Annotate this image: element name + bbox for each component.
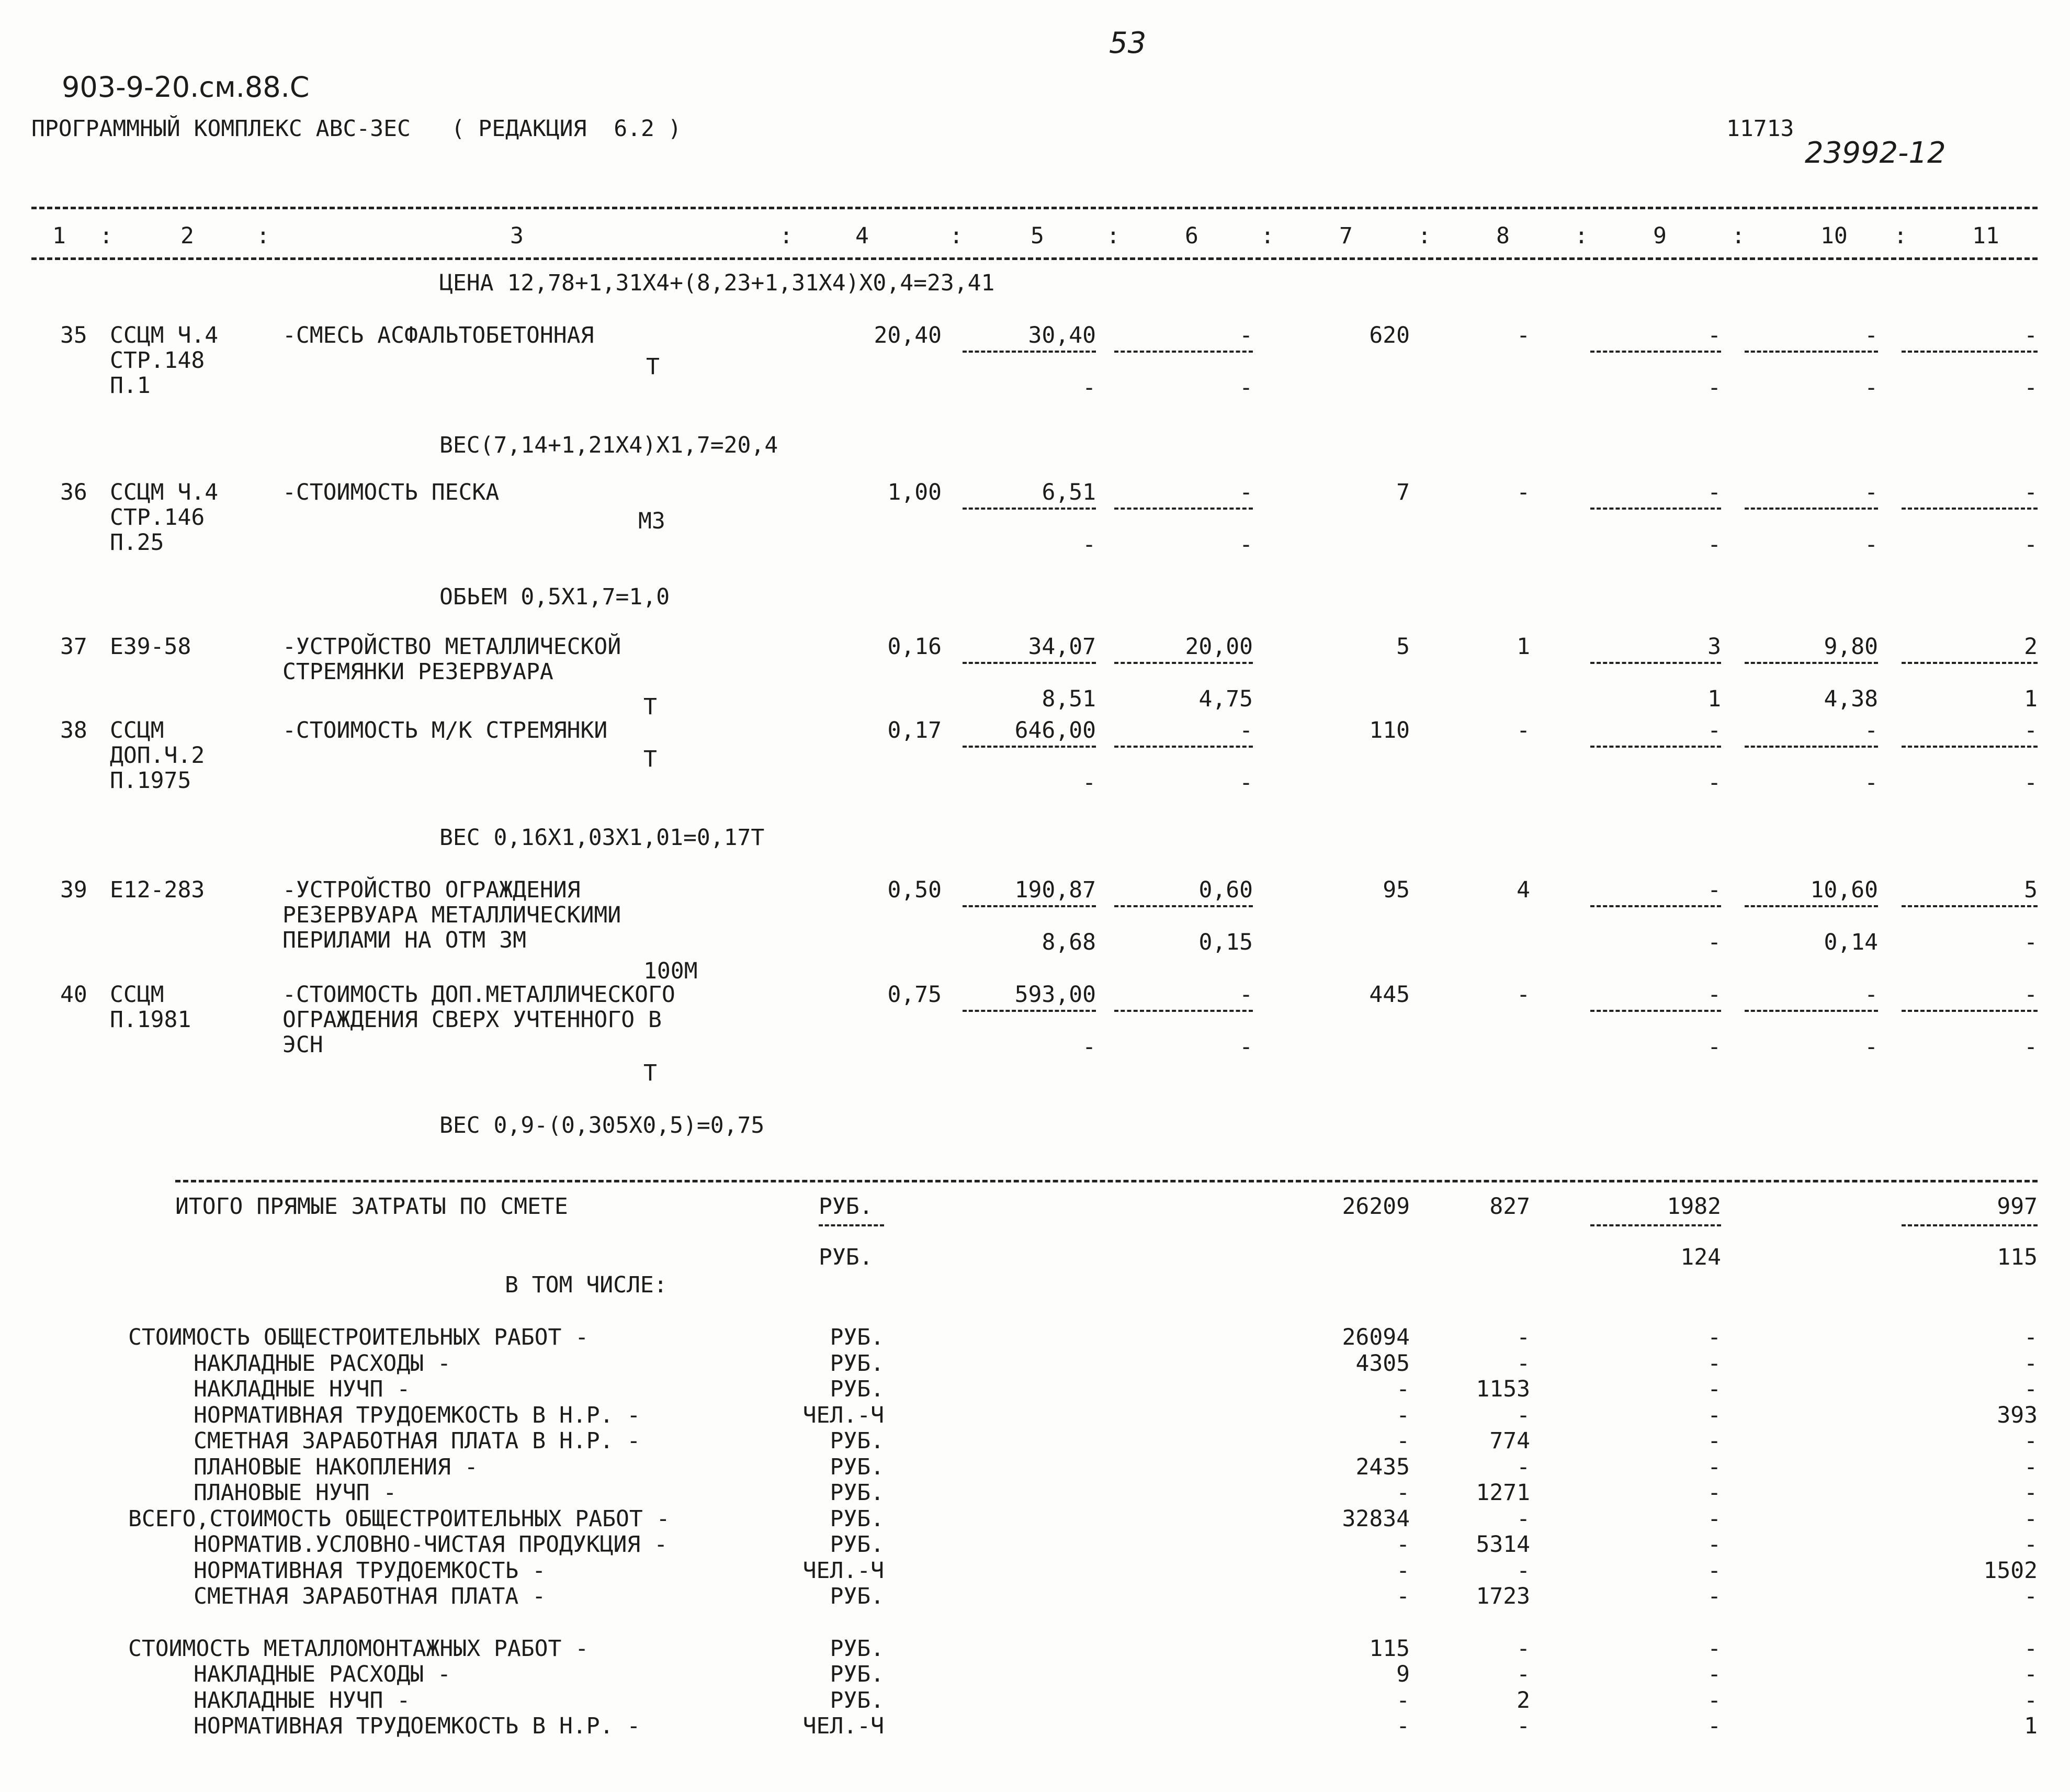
calculation-note: ВЕС 0,16Х1,03Х1,01=0,17Т xyxy=(439,825,765,851)
summary-col-9: - xyxy=(1707,1687,1721,1714)
summary-unit: ЧЕЛ.-Ч xyxy=(802,1402,884,1428)
cell-col-11: 2 xyxy=(2024,634,2038,660)
summary-col-11: - xyxy=(2024,1635,2038,1662)
cell-col-9-lower: - xyxy=(1707,770,1721,796)
summary-col-7: - xyxy=(1396,1531,1410,1558)
cell-col-9: - xyxy=(1707,717,1721,743)
summary-label: ПЛАНОВЫЕ НУЧП - xyxy=(194,1480,397,1506)
row-code: Е12-283 xyxy=(110,877,205,903)
row-description: -СТОИМОСТЬ ПЕСКА xyxy=(282,479,500,505)
cell-col-6-lower: 0,15 xyxy=(1198,929,1253,955)
cell-rule xyxy=(1745,746,1878,748)
cell-col-6: 20,00 xyxy=(1185,634,1253,660)
row-number: 39 xyxy=(60,877,87,903)
summary-col-9: - xyxy=(1707,1583,1721,1609)
summary-col-8: - xyxy=(1517,1557,1530,1584)
summary-unit: РУБ. xyxy=(830,1687,884,1714)
row-number: 40 xyxy=(60,982,87,1008)
summary-col-11: - xyxy=(2024,1687,2038,1714)
summary-label: НОРМАТИВНАЯ ТРУДОЕМКОСТЬ - xyxy=(194,1557,546,1584)
cell-rule xyxy=(1902,351,2038,353)
summary-col-9: - xyxy=(1707,1635,1721,1662)
cell-col-10-lower: 4,38 xyxy=(1824,686,1878,712)
column-separator: : xyxy=(779,223,793,249)
summary-unit: РУБ. xyxy=(830,1531,884,1558)
page-number: 53 xyxy=(1109,26,1147,60)
summary-unit: РУБ. xyxy=(830,1661,884,1687)
cell-rule xyxy=(1590,351,1721,353)
cell-col-6: - xyxy=(1239,717,1253,743)
summary-col-11: - xyxy=(2024,1480,2038,1506)
cell-col-10: - xyxy=(1864,982,1878,1008)
summary-col-7: - xyxy=(1396,1557,1410,1584)
row-code: П.1975 xyxy=(110,768,191,794)
row-description: ОГРАЖДЕНИЯ СВЕРХ УЧТЕННОГО В xyxy=(282,1007,662,1033)
cell-col-6: - xyxy=(1239,479,1253,505)
including-label: В ТОМ ЧИСЛЕ: xyxy=(505,1272,668,1298)
summary-col-7: - xyxy=(1396,1480,1410,1506)
summary-col-7: 32834 xyxy=(1342,1505,1410,1532)
summary-col-11: 1502 xyxy=(1983,1557,2038,1584)
row-code: П.1 xyxy=(110,373,151,399)
cell-col-10-lower: - xyxy=(1864,375,1878,401)
cell-rule xyxy=(1902,746,2038,748)
cell-rule xyxy=(1114,662,1253,664)
summary-unit: ЧЕЛ.-Ч xyxy=(802,1557,884,1584)
column-number-2: 2 xyxy=(180,223,194,249)
row-code: П.1981 xyxy=(110,1007,191,1033)
totals-col-9: 1982 xyxy=(1667,1193,1721,1220)
cell-col-6-lower: - xyxy=(1239,532,1253,558)
cell-col-8: - xyxy=(1517,717,1530,743)
summary-col-11: - xyxy=(2024,1428,2038,1454)
cell-col-11-lower: - xyxy=(2024,770,2038,796)
summary-label: НАКЛАДНЫЕ НУЧП - xyxy=(194,1376,411,1402)
cell-rule xyxy=(1902,662,2038,664)
cell-rule xyxy=(1590,746,1721,748)
cell-col-8: - xyxy=(1517,322,1530,348)
cell-col-5-lower: - xyxy=(1082,532,1096,558)
summary-col-8: - xyxy=(1517,1505,1530,1532)
column-number-7: 7 xyxy=(1339,223,1353,249)
cell-col-8: - xyxy=(1517,479,1530,505)
cell-col-9: - xyxy=(1707,982,1721,1008)
cell-col-5: 190,87 xyxy=(1014,877,1096,903)
cell-rule xyxy=(1114,351,1253,353)
cell-col-7: 620 xyxy=(1369,322,1410,348)
summary-col-9: - xyxy=(1707,1428,1721,1454)
cell-col-5-lower: - xyxy=(1082,1034,1096,1060)
summary-col-7: 115 xyxy=(1369,1635,1410,1662)
summary-col-7: 4305 xyxy=(1355,1350,1410,1377)
cell-col-10: - xyxy=(1864,717,1878,743)
summary-label: НАКЛАДНЫЕ РАСХОДЫ - xyxy=(194,1661,451,1687)
calculation-note: ВЕС(7,14+1,21Х4)Х1,7=20,4 xyxy=(439,432,778,458)
summary-label: НАКЛАДНЫЕ РАСХОДЫ - xyxy=(194,1350,451,1377)
summary-col-11: - xyxy=(2024,1661,2038,1687)
cell-col-8: 4 xyxy=(1517,877,1530,903)
row-description: -УСТРОЙСТВО МЕТАЛЛИЧЕСКОЙ xyxy=(282,634,621,660)
cell-rule xyxy=(1114,905,1253,907)
summary-col-9: - xyxy=(1707,1661,1721,1687)
cell-col-6: - xyxy=(1239,982,1253,1008)
summary-col-11: - xyxy=(2024,1583,2038,1609)
summary-col-11: 393 xyxy=(1997,1402,2038,1428)
cell-rule xyxy=(1590,1010,1721,1012)
cell-col-11: 5 xyxy=(2024,877,2038,903)
summary-col-11: - xyxy=(2024,1453,2038,1480)
totals-col-7: 26209 xyxy=(1342,1193,1410,1220)
cell-col-9: - xyxy=(1707,479,1721,505)
summary-col-9: - xyxy=(1707,1505,1721,1532)
column-separator: : xyxy=(1732,223,1745,249)
cell-col-4: 0,16 xyxy=(887,634,942,660)
summary-col-8: - xyxy=(1517,1661,1530,1687)
header-rule-top xyxy=(31,207,2038,209)
row-number: 38 xyxy=(60,717,87,743)
summary-col-7: - xyxy=(1396,1428,1410,1454)
handwritten-code: 23992-12 xyxy=(1805,136,1946,170)
cell-col-10-lower: 0,14 xyxy=(1824,929,1878,955)
totals-rule xyxy=(175,1180,2038,1182)
cell-col-5-lower: 8,51 xyxy=(1042,686,1096,712)
cell-col-11: - xyxy=(2024,479,2038,505)
summary-col-7: - xyxy=(1396,1713,1410,1739)
cell-col-11-lower: - xyxy=(2024,375,2038,401)
summary-col-8: 1271 xyxy=(1476,1480,1530,1506)
row-number: 35 xyxy=(60,322,87,348)
cell-rule xyxy=(963,746,1096,748)
row-description: -УСТРОЙСТВО ОГРАЖДЕНИЯ xyxy=(282,877,581,903)
cell-col-11-lower: - xyxy=(2024,929,2038,955)
cell-col-11-lower: 1 xyxy=(2024,686,2038,712)
summary-col-9: - xyxy=(1707,1480,1721,1506)
summary-col-11: - xyxy=(2024,1505,2038,1532)
summary-col-11: - xyxy=(2024,1376,2038,1402)
summary-col-8: - xyxy=(1517,1635,1530,1662)
column-separator: : xyxy=(1418,223,1431,249)
cell-rule xyxy=(1745,351,1878,353)
calculation-note: ОБЬЕМ 0,5Х1,7=1,0 xyxy=(439,584,670,610)
summary-col-11: - xyxy=(2024,1324,2038,1350)
totals-col-11-lower: 115 xyxy=(1997,1244,2038,1270)
cell-col-9-lower: - xyxy=(1707,375,1721,401)
summary-label: СТОИМОСТЬ МЕТАЛЛОМОНТАЖНЫХ РАБОТ - xyxy=(128,1635,589,1662)
summary-col-8: - xyxy=(1517,1453,1530,1480)
unit-rule xyxy=(819,1224,884,1226)
cell-rule xyxy=(1902,1010,2038,1012)
cell-col-5-lower: - xyxy=(1082,770,1096,796)
row-number: 37 xyxy=(60,634,87,660)
column-separator: : xyxy=(949,223,963,249)
column-number-5: 5 xyxy=(1031,223,1044,249)
document-code: 903-9-20.см.88.С xyxy=(62,71,310,104)
summary-col-8: - xyxy=(1517,1713,1530,1739)
totals-label: ИТОГО ПРЯМЫЕ ЗАТРАТЫ ПО СМЕТЕ xyxy=(175,1193,568,1220)
summary-col-7: - xyxy=(1396,1402,1410,1428)
summary-col-7: - xyxy=(1396,1583,1410,1609)
cell-col-8: 1 xyxy=(1517,634,1530,660)
column-separator: : xyxy=(1261,223,1274,249)
totals-sub-rule xyxy=(1590,1224,1721,1226)
cell-rule xyxy=(1745,1010,1878,1012)
cell-col-9-lower: 1 xyxy=(1707,686,1721,712)
summary-col-8: - xyxy=(1517,1324,1530,1350)
row-code: Е39-58 xyxy=(110,634,191,660)
cell-rule xyxy=(963,662,1096,664)
column-separator: : xyxy=(1106,223,1120,249)
cell-col-9: - xyxy=(1707,877,1721,903)
cell-rule xyxy=(1590,905,1721,907)
cell-rule xyxy=(1590,662,1721,664)
summary-col-11: - xyxy=(2024,1531,2038,1558)
cell-col-5: 593,00 xyxy=(1014,982,1096,1008)
summary-col-9: - xyxy=(1707,1324,1721,1350)
cell-col-9-lower: - xyxy=(1707,929,1721,955)
row-code: ДОП.Ч.2 xyxy=(110,742,205,769)
cell-col-5: 646,00 xyxy=(1014,717,1096,743)
column-number-3: 3 xyxy=(510,223,524,249)
row-description: -СТОИМОСТЬ М/К СТРЕМЯНКИ xyxy=(282,717,608,743)
row-unit: Т xyxy=(646,354,660,380)
program-header: ПРОГРАММНЫЙ КОМПЛЕКС АВС-3ЕС ( РЕДАКЦИЯ 6.2 ) xyxy=(31,116,682,142)
summary-unit: РУБ. xyxy=(830,1453,884,1480)
cell-col-5-lower: 8,68 xyxy=(1042,929,1096,955)
row-code: СТР.146 xyxy=(110,504,205,531)
column-separator: : xyxy=(1575,223,1588,249)
cell-col-6-lower: - xyxy=(1239,1034,1253,1060)
cell-col-11-lower: - xyxy=(2024,532,2038,558)
cell-col-7: 110 xyxy=(1369,717,1410,743)
summary-label: НОРМАТИВНАЯ ТРУДОЕМКОСТЬ В Н.Р. - xyxy=(194,1713,641,1739)
summary-label: СМЕТНАЯ ЗАРАБОТНАЯ ПЛАТА - xyxy=(194,1583,546,1609)
column-number-9: 9 xyxy=(1653,223,1667,249)
summary-unit: РУБ. xyxy=(830,1505,884,1532)
cell-col-5: 30,40 xyxy=(1028,322,1096,348)
row-unit: М3 xyxy=(638,508,665,534)
row-description: -СМЕСЬ АСФАЛЬТОБЕТОННАЯ xyxy=(282,322,594,348)
summary-col-11: 1 xyxy=(2024,1713,2038,1739)
summary-label: НОРМАТИВ.УСЛОВНО-ЧИСТАЯ ПРОДУКЦИЯ - xyxy=(194,1531,668,1558)
cell-col-7: 7 xyxy=(1396,479,1410,505)
summary-unit: РУБ. xyxy=(830,1350,884,1377)
cell-col-9: 3 xyxy=(1707,634,1721,660)
cell-rule xyxy=(963,905,1096,907)
summary-col-8: - xyxy=(1517,1350,1530,1377)
cell-col-4: 0,75 xyxy=(887,982,942,1008)
row-code: ССЦМ Ч.4 xyxy=(110,322,219,348)
cell-col-6: - xyxy=(1239,322,1253,348)
totals-unit: РУБ. xyxy=(819,1244,873,1270)
cell-col-10: - xyxy=(1864,479,1878,505)
column-number-11: 11 xyxy=(1972,223,1999,249)
column-number-6: 6 xyxy=(1185,223,1198,249)
summary-col-7: 2435 xyxy=(1355,1453,1410,1480)
summary-unit: РУБ. xyxy=(830,1635,884,1662)
summary-unit: РУБ. xyxy=(830,1428,884,1454)
row-number: 36 xyxy=(60,479,87,505)
summary-col-8: 5314 xyxy=(1476,1531,1530,1558)
summary-unit: РУБ. xyxy=(830,1583,884,1609)
totals-col-9-lower: 124 xyxy=(1680,1244,1721,1270)
summary-col-9: - xyxy=(1707,1557,1721,1584)
cell-col-10-lower: - xyxy=(1864,1034,1878,1060)
summary-unit: РУБ. xyxy=(830,1376,884,1402)
row-unit: Т xyxy=(643,746,657,772)
cell-col-10: 9,80 xyxy=(1824,634,1878,660)
summary-col-8: - xyxy=(1517,1402,1530,1428)
cell-rule xyxy=(1590,508,1721,510)
summary-col-7: - xyxy=(1396,1687,1410,1714)
cell-col-10: - xyxy=(1864,322,1878,348)
summary-unit: РУБ. xyxy=(830,1480,884,1506)
cell-col-4: 1,00 xyxy=(887,479,942,505)
summary-col-9: - xyxy=(1707,1350,1721,1377)
code-right: 11713 xyxy=(1726,116,1794,142)
row-description: СТРЕМЯНКИ РЕЗЕРВУАРА xyxy=(282,659,553,685)
cell-col-11: - xyxy=(2024,982,2038,1008)
column-number-10: 10 xyxy=(1820,223,1848,249)
column-separator: : xyxy=(99,223,113,249)
summary-label: СТОИМОСТЬ ОБЩЕСТРОИТЕЛЬНЫХ РАБОТ - xyxy=(128,1324,589,1350)
column-number-8: 8 xyxy=(1496,223,1510,249)
cell-rule xyxy=(1745,905,1878,907)
totals-unit: РУБ. xyxy=(819,1193,873,1220)
cell-col-10-lower: - xyxy=(1864,770,1878,796)
summary-label: НОРМАТИВНАЯ ТРУДОЕМКОСТЬ В Н.Р. - xyxy=(194,1402,641,1428)
summary-unit: ЧЕЛ.-Ч xyxy=(802,1713,884,1739)
totals-col-11: 997 xyxy=(1997,1193,2038,1220)
cell-col-11: - xyxy=(2024,717,2038,743)
cell-rule xyxy=(1745,508,1878,510)
summary-col-9: - xyxy=(1707,1453,1721,1480)
row-code: ССЦМ Ч.4 xyxy=(110,479,219,505)
row-code: ССЦМ xyxy=(110,982,164,1008)
cell-col-9: - xyxy=(1707,322,1721,348)
row-code: СТР.148 xyxy=(110,347,205,374)
summary-col-7: - xyxy=(1396,1376,1410,1402)
row-description: РЕЗЕРВУАРА МЕТАЛЛИЧЕСКИМИ xyxy=(282,902,621,928)
cell-col-10-lower: - xyxy=(1864,532,1878,558)
row-code: ССЦМ xyxy=(110,717,164,743)
summary-label: НАКЛАДНЫЕ НУЧП - xyxy=(194,1687,411,1714)
cell-col-5: 6,51 xyxy=(1042,479,1096,505)
cell-col-7: 95 xyxy=(1383,877,1410,903)
summary-col-9: - xyxy=(1707,1531,1721,1558)
summary-col-8: 2 xyxy=(1517,1687,1530,1714)
summary-col-7: 9 xyxy=(1396,1661,1410,1687)
summary-col-9: - xyxy=(1707,1376,1721,1402)
row-unit: Т xyxy=(643,1060,657,1086)
cell-col-6-lower: - xyxy=(1239,770,1253,796)
cell-rule xyxy=(963,351,1096,353)
header-rule-bottom xyxy=(31,257,2038,260)
cell-rule xyxy=(963,1010,1096,1012)
row-unit: 100М xyxy=(643,958,698,984)
cell-col-7: 445 xyxy=(1369,982,1410,1008)
cell-col-5-lower: - xyxy=(1082,375,1096,401)
cell-col-11: - xyxy=(2024,322,2038,348)
row-description: ЭСН xyxy=(282,1032,323,1058)
column-separator: : xyxy=(256,223,270,249)
row-code: П.25 xyxy=(110,529,164,556)
cell-col-9-lower: - xyxy=(1707,1034,1721,1060)
calculation-note: ЦЕНА 12,78+1,31Х4+(8,23+1,31Х4)Х0,4=23,41 xyxy=(439,270,995,296)
cell-rule xyxy=(1114,746,1253,748)
row-description: -СТОИМОСТЬ ДОП.МЕТАЛЛИЧЕСКОГО xyxy=(282,982,675,1008)
cell-rule xyxy=(1745,662,1878,664)
cell-col-8: - xyxy=(1517,982,1530,1008)
summary-col-9: - xyxy=(1707,1713,1721,1739)
row-description: ПЕРИЛАМИ НА ОТМ 3М xyxy=(282,927,526,953)
cell-col-4: 0,17 xyxy=(887,717,942,743)
cell-rule xyxy=(1902,905,2038,907)
totals-sub-rule xyxy=(1902,1224,2038,1226)
cell-rule xyxy=(1114,508,1253,510)
cell-rule xyxy=(1902,508,2038,510)
cell-col-10: 10,60 xyxy=(1810,877,1878,903)
summary-col-8: 1723 xyxy=(1476,1583,1530,1609)
column-separator: : xyxy=(1894,223,1907,249)
calculation-note: ВЕС 0,9-(0,305Х0,5)=0,75 xyxy=(439,1112,765,1139)
summary-col-8: 1153 xyxy=(1476,1376,1530,1402)
cell-col-6-lower: 4,75 xyxy=(1198,686,1253,712)
cell-col-5: 34,07 xyxy=(1028,634,1096,660)
cell-rule xyxy=(963,508,1096,510)
cell-col-4: 20,40 xyxy=(874,322,942,348)
cell-col-7: 5 xyxy=(1396,634,1410,660)
row-unit: Т xyxy=(643,694,657,720)
summary-col-8: 774 xyxy=(1489,1428,1530,1454)
cell-col-11-lower: - xyxy=(2024,1034,2038,1060)
summary-unit: РУБ. xyxy=(830,1324,884,1350)
cell-col-4: 0,50 xyxy=(887,877,942,903)
cell-rule xyxy=(1114,1010,1253,1012)
summary-col-11: - xyxy=(2024,1350,2038,1377)
cell-col-9-lower: - xyxy=(1707,532,1721,558)
totals-col-8: 827 xyxy=(1489,1193,1530,1220)
summary-col-9: - xyxy=(1707,1402,1721,1428)
column-number-4: 4 xyxy=(855,223,869,249)
column-number-1: 1 xyxy=(52,223,66,249)
cell-col-6: 0,60 xyxy=(1198,877,1253,903)
summary-label: ВСЕГО,СТОИМОСТЬ ОБЩЕСТРОИТЕЛЬНЫХ РАБОТ - xyxy=(128,1505,670,1532)
summary-col-7: 26094 xyxy=(1342,1324,1410,1350)
summary-label: ПЛАНОВЫЕ НАКОПЛЕНИЯ - xyxy=(194,1453,478,1480)
summary-label: СМЕТНАЯ ЗАРАБОТНАЯ ПЛАТА В Н.Р. - xyxy=(194,1428,641,1454)
cell-col-6-lower: - xyxy=(1239,375,1253,401)
